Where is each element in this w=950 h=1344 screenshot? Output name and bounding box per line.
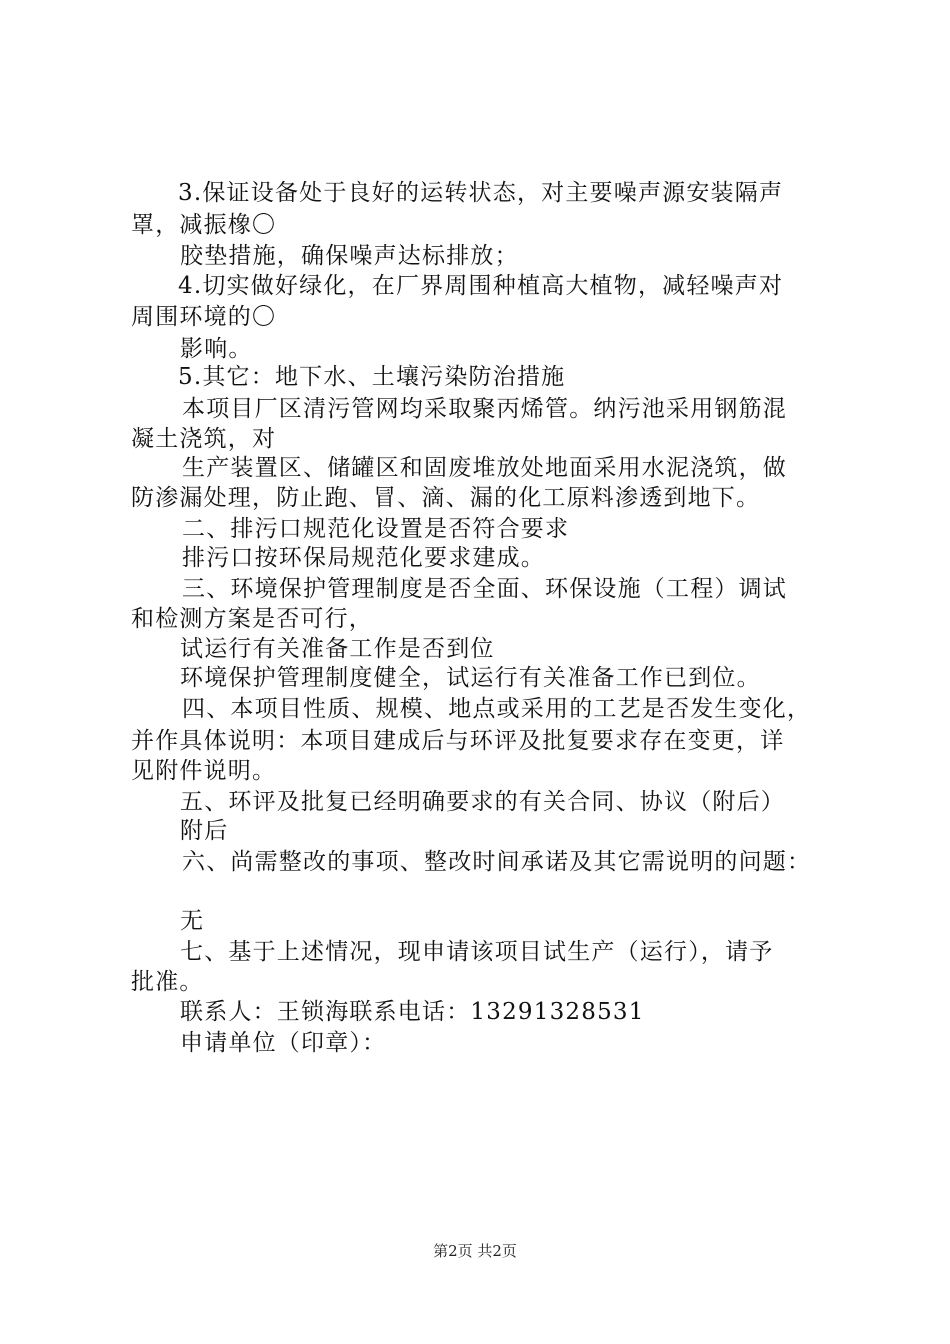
text-line: 并作具体说明：本项目建成后与环评及批复要求存在变更，详 xyxy=(131,728,785,754)
text-line: 防渗漏处理，防止跑、冒、滴、漏的化工原料渗透到地下。 xyxy=(131,485,761,511)
text-line: 排污口按环保局规范化要求建成。 xyxy=(182,545,545,571)
text-line: 六、尚需整改的事项、整改时间承诺及其它需说明的问题： xyxy=(182,849,812,875)
text-line: 凝土浇筑，对 xyxy=(131,426,277,452)
text-line: 胶垫措施，确保噪声达标排放； xyxy=(180,243,519,269)
text-line: 5.其它：地下水、土壤污染防治措施 xyxy=(178,364,566,390)
text-line: 四、本项目性质、规模、地点或采用的工艺是否发生变化， xyxy=(182,696,812,722)
text-line: 本项目厂区清污管网均采取聚丙烯管。纳污池采用钢筋混 xyxy=(182,396,787,422)
text-line: 见附件说明。 xyxy=(131,758,277,784)
text-line: 试运行有关准备工作是否到位 xyxy=(180,636,495,662)
text-line: 影响。 xyxy=(180,336,253,362)
text-line: 五、环评及批复已经明确要求的有关合同、协议（附后） xyxy=(180,789,785,815)
text-line: 附后 xyxy=(180,818,229,844)
text-line: 二、排污口规范化设置是否符合要求 xyxy=(182,516,570,542)
text-line: 批准。 xyxy=(131,969,204,995)
text-line: 七、基于上述情况，现申请该项目试生产（运行），请予 xyxy=(180,939,774,965)
text-line: 环境保护管理制度健全，试运行有关准备工作已到位。 xyxy=(180,665,761,691)
text-line: 三、环境保护管理制度是否全面、环保设施（工程）调试 xyxy=(182,576,787,602)
text-line: 联系人：王锁海联系电话：13291328531 xyxy=(180,999,645,1025)
page-number-footer: 第2页 共2页 xyxy=(433,1242,517,1260)
text-line: 申请单位（印章）： xyxy=(180,1030,387,1056)
text-line: 周围环境的〇 xyxy=(131,304,277,330)
text-line: 生产装置区、储罐区和固废堆放处地面采用水泥浇筑，做 xyxy=(182,455,787,481)
text-line: 罩，减振橡〇 xyxy=(131,212,277,238)
text-line: 4.切实做好绿化，在厂界周围种植高大植物，减轻噪声对 xyxy=(178,273,784,299)
text-line: 和检测方案是否可行， xyxy=(131,606,373,632)
text-line: 3.保证设备处于良好的运转状态，对主要噪声源安装隔声 xyxy=(178,180,784,206)
text-line: 无 xyxy=(180,908,205,934)
